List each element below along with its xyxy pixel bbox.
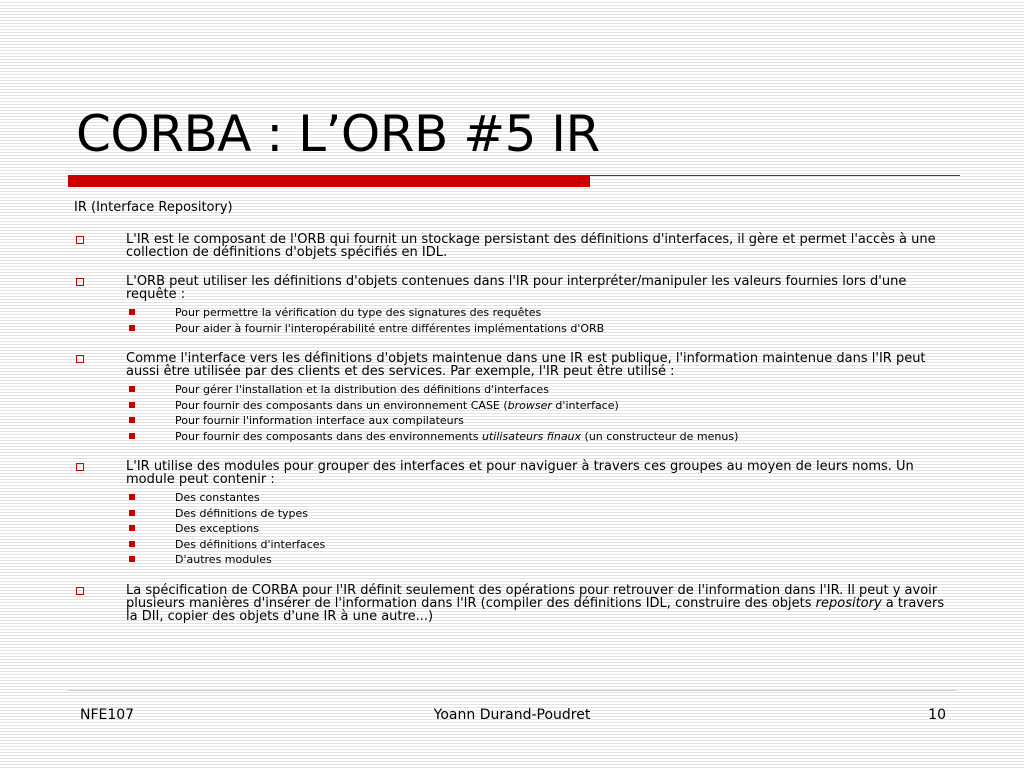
text-run: Pour fournir l'information interface aux compilateurs	[175, 414, 464, 427]
bullet-item	[74, 460, 954, 568]
sub-bullet-item	[126, 321, 954, 337]
text-run: d'interface)	[551, 398, 619, 412]
filled-square-bullet-icon	[129, 325, 135, 331]
emphasis-text: browser	[507, 398, 552, 412]
sub-bullet-item	[126, 382, 954, 398]
text-run: Des exceptions	[175, 522, 259, 535]
bullet-text	[126, 233, 954, 259]
hollow-square-bullet-icon	[76, 278, 84, 286]
text-run: a travers la DII, copier des objets d'une IR à une autre...)	[126, 595, 945, 624]
sub-bullet-list	[126, 490, 954, 568]
text-run: Pour fournir des composants dans des environnements	[175, 429, 483, 443]
footer-course-code: NFE107	[80, 707, 135, 723]
sub-bullet-item	[126, 429, 954, 445]
sub-bullet-list	[126, 382, 954, 444]
emphasis-text: repository	[815, 595, 882, 611]
intro-text: IR (Interface Repository)	[74, 200, 233, 215]
filled-square-bullet-icon	[129, 494, 135, 500]
slide-content	[74, 200, 954, 639]
text-run: Pour permettre la vérification du type des signatures des requêtes	[175, 306, 542, 319]
footer-author: Yoann Durand-Poudret	[433, 707, 591, 723]
hollow-square-bullet-icon	[76, 236, 84, 244]
bullet-item	[74, 352, 954, 444]
bullet-text	[126, 460, 954, 486]
text-run: Pour fournir des composants dans un environnement CASE (	[175, 398, 508, 412]
sub-bullet-item	[126, 305, 954, 321]
sub-bullet-item	[126, 552, 954, 568]
text-run: L'ORB peut utiliser les définitions d'objets contenues dans l'IR pour interpréter/manipuler les valeurs fournies lors d'une requête :	[126, 274, 907, 302]
bullet-list	[74, 233, 954, 623]
filled-square-bullet-icon	[129, 433, 135, 439]
text-run: Comme l'interface vers les définitions d'objets maintenue dans une IR est publique, l'information maintenue dans l'IR peut aussi être utilisée par des clients et des services. Par exemple, l'IR peut être utilisé :	[126, 351, 926, 379]
title-underline-bar	[68, 175, 590, 187]
filled-square-bullet-icon	[129, 525, 135, 531]
filled-square-bullet-icon	[129, 510, 135, 516]
filled-square-bullet-icon	[129, 556, 135, 562]
sub-bullet-item	[126, 506, 954, 522]
sub-bullet-item	[126, 398, 954, 414]
hollow-square-bullet-icon	[76, 587, 84, 595]
hollow-square-bullet-icon	[76, 463, 84, 471]
text-run: (un constructeur de menus)	[581, 429, 739, 443]
bullet-text	[126, 352, 954, 378]
text-run: L'IR est le composant de l'ORB qui fournit un stockage persistant des définitions d'interfaces, il gère et permet l'accès à une collection de définitions d'objets spécifiés en IDL.	[126, 232, 936, 260]
hollow-square-bullet-icon	[76, 355, 84, 363]
text-run: Pour aider à fournir l'interopérabilité entre différentes implémentations d'ORB	[175, 321, 605, 335]
text-run: La spécification de CORBA pour l'IR définit seulement des opérations pour retrouver de l'information dans l'IR. Il peut y avoir plusieurs manières d'insérer de l'information dans l'IR (compiler des définitions IDL, construire des objets	[126, 582, 938, 611]
sub-bullet-list	[126, 305, 954, 336]
bullet-text	[126, 584, 954, 623]
text-run: Des définitions de types	[175, 506, 309, 520]
footer-page-number: 10	[928, 707, 946, 723]
sub-bullet-item	[126, 537, 954, 553]
text-run: Des définitions d'interfaces	[175, 537, 326, 551]
filled-square-bullet-icon	[129, 417, 135, 423]
slide-title: CORBA : L’ORB #5 IR	[76, 105, 600, 163]
title-underline-thin	[590, 175, 960, 176]
footer-divider	[68, 690, 956, 691]
filled-square-bullet-icon	[129, 541, 135, 547]
text-run: D'autres modules	[175, 553, 272, 566]
filled-square-bullet-icon	[129, 309, 135, 315]
bullet-item	[74, 584, 954, 623]
filled-square-bullet-icon	[129, 386, 135, 392]
filled-square-bullet-icon	[129, 402, 135, 408]
text-run: L'IR utilise des modules pour grouper des interfaces et pour naviguer à travers ces groupes au moyen de leurs noms. Un module peut contenir :	[126, 459, 914, 487]
sub-bullet-item	[126, 413, 954, 429]
bullet-text	[126, 275, 954, 301]
bullet-item	[74, 233, 954, 259]
bullet-item	[74, 275, 954, 336]
text-run: Des constantes	[175, 491, 260, 504]
sub-bullet-item	[126, 490, 954, 506]
emphasis-text: utilisateurs finaux	[482, 429, 582, 443]
text-run: Pour gérer l'installation et la distribution des définitions d'interfaces	[175, 383, 549, 396]
sub-bullet-item	[126, 521, 954, 537]
